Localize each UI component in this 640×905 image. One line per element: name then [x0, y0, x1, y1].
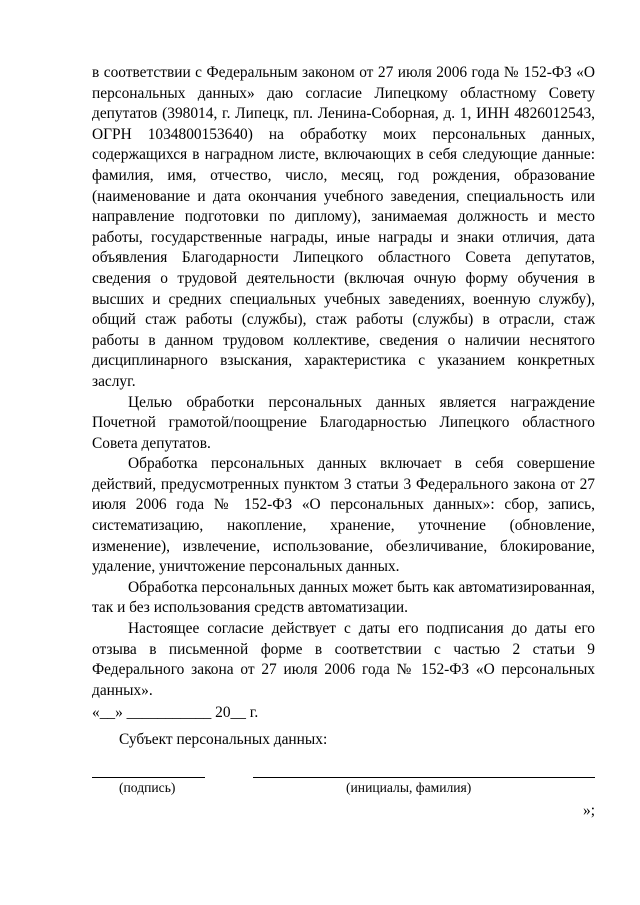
validity-paragraph: Настоящее согласие действует с даты его подписания до даты его отзыва в письменной форме в соответствии с частью 2 статьи 9 Федерального закона от 27 июля 2006 года № 152-ФЗ «О персональных данных».	[92, 620, 595, 699]
consent-paragraph: в соответствии с Федеральным законом от 27 июля 2006 года № 152-ФЗ «О персональных данных» даю согласие Липецкому областному Совету депутатов (398014, г. Липецк, пл. Ленина-Соборная, д. 1, ИНН 4826012543, ОГРН 1034800153640) на обработку моих персональных данных, содержащихся в наградном листе, включающих в себя следующие данные: фамилия, имя, отчество, число, месяц, год рождения, образование (наименование и дата окончания учебного заведения, специальность или направление подготовки по диплому), занимаемая должность и место работы, государственные награды, иные награды и знаки отличия, дата объявления Благодарности Липецкого областного Совета депутатов, сведения о трудовой деятельности (включая очную форму обучения в высших и средних специальных учебных заведениях, военную службу), общий стаж работы (службы), стаж работы (службы) в отрасли, стаж работы в данном трудовом коллективе, сведения о наличии неснятого дисциплинарного взыскания, характеристика с указанием конкретных заслуг.	[92, 64, 595, 390]
name-caption: (инициалы, фамилия)	[346, 779, 472, 795]
automation-paragraph: Обработка персональных данных может быть как автоматизированная, так и без использования средств автоматизации.	[92, 578, 595, 617]
subject-label: Субъект персональных данных:	[119, 731, 328, 748]
purpose-paragraph: Целью обработки персональных данных является награждение Почетной грамотой/поощрение Благодарностью Липецкого областного Совета депутатов.	[92, 393, 595, 452]
signature-block	[92, 767, 595, 819]
signature-line	[92, 777, 205, 778]
closing-mark: »;	[583, 801, 595, 819]
name-line	[253, 777, 595, 778]
date-line: «__» ___________ 20__ г.	[92, 704, 259, 722]
processing-paragraph: Обработка персональных данных включает в себя совершение действий, предусмотренных пунктом 3 статьи 3 Федерального закона от 27 июля 2006 года № 152-ФЗ «О персональных данных»: сбор, запись, систематизацию, накопление, хранение, уточнение (обновление, изменение), извлечение, использование, обезличивание, блокирование, удаление, уничтожение персональных данных.	[92, 455, 595, 576]
signature-caption: (подпись)	[119, 779, 176, 795]
document-page	[92, 63, 595, 819]
